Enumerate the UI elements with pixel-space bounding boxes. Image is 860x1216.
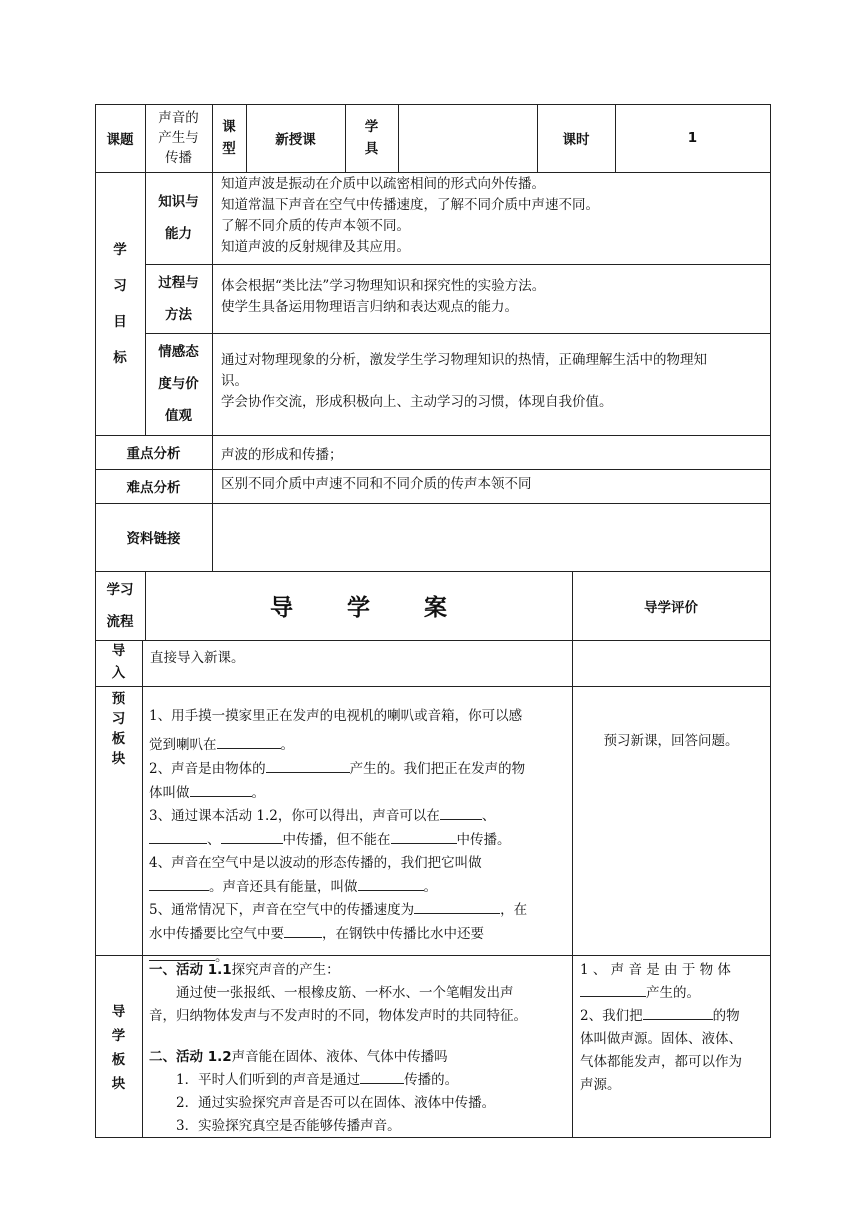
guide-title: 导 学 案 (270, 595, 447, 621)
activity2-title: 声音能在固体、液体、气体中传播吗 (231, 1049, 448, 1065)
guide-eval: 1 、 声 音 是 由 于 物 体 产生的。 2、我们把 的物 体叫做声源。固体、液体、 气体都能发声，都可以作为 声源。 (580, 962, 742, 1093)
key-points-text: 声波的形成和传播； (221, 447, 343, 463)
intro-text: 直接导入新课。 (150, 650, 245, 666)
tools-value (398, 104, 537, 172)
guide-text: 一、活动 1.1探究声音的产生： 通过使一张报纸、一根橡皮筋、一杯水、一个笔帽发出声 音，归纳物体发声与不发声时的不同，物体发声时的共同特征。 二、活动 1.2声音能在固体、液体、气体中传播吗 1．平时人们听到的声音是通过 传播的。 2．通过实验探究声音是否可以在固体、液体中传播。 3．实验探究真空是否能够传播声音。 (149, 962, 527, 1134)
process-text: 体会根据“类比法”学习物理知识和探究性的实验方法。 使学生具备运用物理语言归纳和表达观点的能力。 (221, 278, 546, 315)
topic-label: 课题 (106, 132, 134, 148)
key-points-label: 重点分析 (126, 446, 181, 462)
activity2-prefix: 二、活动 1.2 (149, 1049, 232, 1065)
resources-label: 资料链接 (126, 531, 181, 547)
difficulties-label: 难点分析 (126, 480, 181, 496)
intro-label: 导 入 (111, 643, 126, 681)
topic-value: 声音的 产生与 传播 (158, 110, 199, 166)
guide-label: 导 学 板 块 (111, 1004, 126, 1092)
process-label: 过程与 方法 (158, 274, 199, 323)
hours-value: 1 (687, 130, 698, 146)
difficulties-text: 区别不同介质中声速不同和不同介质的传声本领不同 (221, 476, 532, 492)
activity1-title: 探究声音的产生： (231, 962, 340, 978)
flow-label: 学习 流程 (106, 581, 134, 630)
knowledge-label: 知识与 能力 (158, 194, 199, 242)
objectives-label: 学 习 目 标 (113, 241, 127, 366)
emotion-text: 通过对物理现象的分析，激发学生学习物理知识的热情，正确理解生活中的物理知 识。 学会协作交流，形成积极向上、主动学习的习惯，体现自我价值。 (221, 352, 707, 410)
type-value: 新授课 (275, 132, 316, 148)
knowledge-text: 知道声波是振动在介质中以疏密相间的形式向外传播。 知道常温下声音在空气中传播速度，了解不同介质中声速不同。 了解不同介质的传声本领不同。 知道声波的反射规律及其应用。 (221, 176, 599, 255)
preview-text: 1、用手摸一摸家里正在发声的电视机的喇叭或音箱，你可以感 觉到喇叭在 。 2、声音是由物体的 产生的。我们把正在发声的物 体叫做 。 3、通过课本活动 1.2，你可以得出，声音可以在 、 、 中传播，但不能在 中传播。 4、声音在空气中是以波动的形态传播的，我们把它叫做 。声音还具有能量，叫做 。 5、通常情况下，声音在空气中的传播速度为 ，在 水中传播要比空气中要 ，在钢铁中传播比水中还要 。 (149, 708, 528, 965)
preview-label: 预 习 板 块 (111, 691, 126, 767)
guide-eval-header: 导学评价 (644, 599, 698, 616)
hours-label: 课时 (562, 132, 590, 148)
emotion-label: 情感态 度与价 值观 (158, 344, 199, 424)
tools-label: 学 具 (364, 119, 379, 157)
activity1-prefix: 一、活动 1.1 (149, 962, 232, 978)
preview-eval: 预习新课，回答问题。 (603, 733, 739, 749)
type-label: 课 型 (222, 119, 236, 157)
